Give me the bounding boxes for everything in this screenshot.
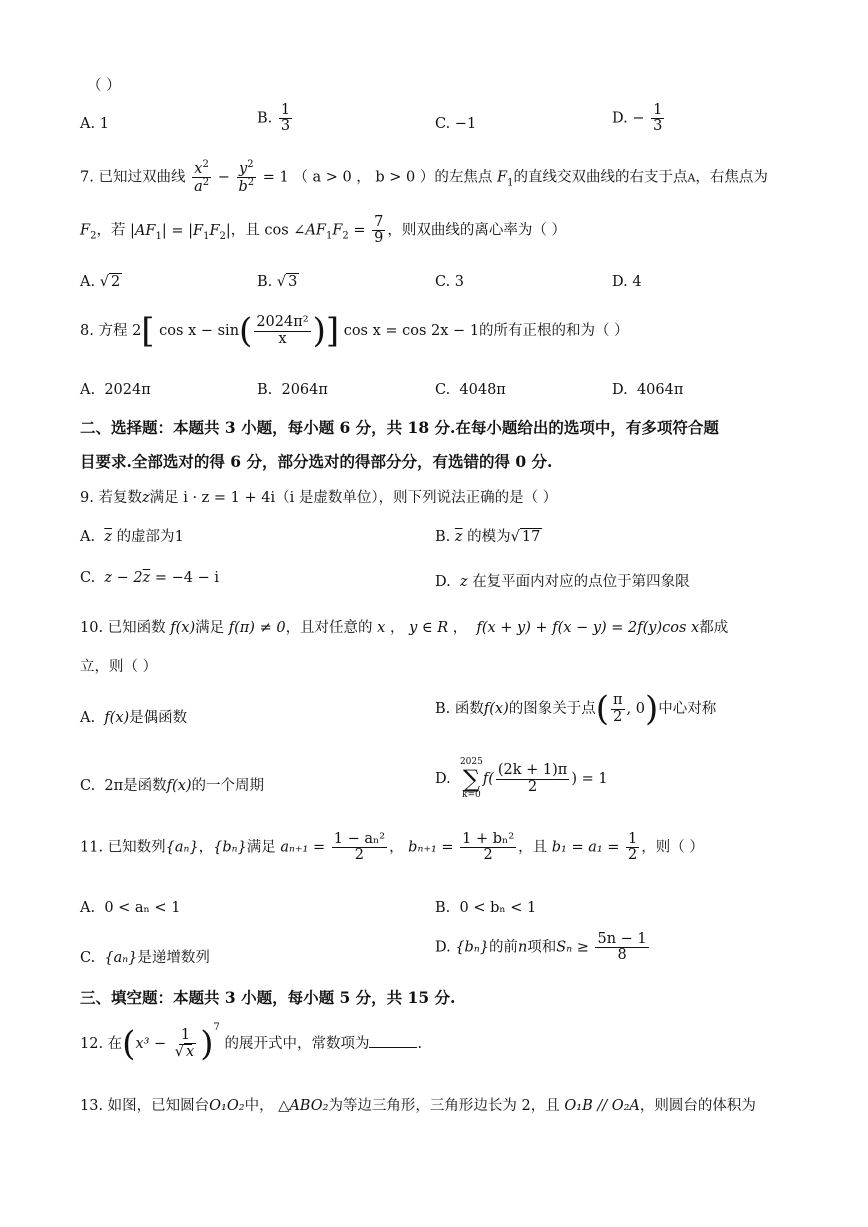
q9-option-b: B. $\overline{z}$ 的模为√ 17 [435,529,541,545]
section2-heading-line2: 目要求.全部选对的得 6 分，部分选对的得部分分，有选错的得 0 分. [80,452,553,471]
section3-heading: 三、填空题：本题共 3 小题，每小题 5 分，共 15 分. [80,988,456,1007]
q7-option-b: B. √ 3 [257,274,298,290]
q10-option-d: D. 2025 ∑ k=0 f( $\frac{(2k + 1)\pi}{2}$ ) = 1 [435,757,608,800]
point-a-label: A [687,171,696,185]
q10-option-a: A. f(x)是偶函数 [80,710,188,726]
answer-blank [369,1033,417,1048]
q6-option-b: B. $\frac{1}{3}$ [257,102,291,135]
q7-option-c: C. 3 [435,274,465,290]
q8-stem: 8. 方程 2[ cos x − sin( $\frac{\text{2024π²}}{x}$ )] cos x = cos 2x − 1的所有正根的和为（ ） [80,311,629,351]
q7-option-a: A. √ 2 [80,274,121,290]
q10-option-b: B. 函数f(x)的图象关于点( $\frac{\pi}{2}$ , 0)中心对称 [435,689,717,729]
q8-option-d: D. 4064π [612,382,684,398]
q8-option-c: C. 4048π [435,382,506,398]
q10-stem-line2: 立，则（ ） [80,659,158,675]
q6-option-d: D. − $\frac{1}{3}$ [612,102,663,135]
q8-option-b: B. 2064π [257,382,328,398]
q6-answer-paren: （ ） [87,78,121,94]
q8-option-a: A. 2024π [80,382,151,398]
q11-option-b: B. 0 < bₙ < 1 [435,900,537,916]
q7-stem-line1: 7. 已知过双曲线 $\frac{x^2}{a^2}$ − $\frac{y^2}{b^2}$ = 1 （ a > 0 ， b > 0 ）的左焦点 $F_1$的直线交双曲线的右支于点A，右焦点为 [80,159,768,195]
q9-option-a: A. $\overline{z}$ 的虚部为1 [80,529,184,545]
section2-heading-line1: 二、选择题：本题共 3 小题，每小题 6 分，共 18 分.在每小题给出的选项中，有多项符合题 [80,418,719,437]
q7-stem-line2: $F_2$，若 $|AF_1| = |F_1F_2|$，且 $\cos \angle AF_1F_2$ = $\frac{7}{9}$ ，则双曲线的离心率为（ ） [80,214,567,247]
q9-option-d: D. z 在复平面内对应的点位于第四象限 [435,574,690,590]
q13-stem: 13. 如图，已知圆台O₁O₂中， △ABO₂为等边三角形，三角形边长为 2，且 O₁B // O₂A，则圆台的体积为 [80,1098,756,1114]
q11-option-a: A. 0 < aₙ < 1 [80,900,181,916]
q9-stem: 9. 若复数z满足 i · z = 1 + 4i（i 是虚数单位），则下列说法正确的是（ ） [80,490,558,506]
q10-option-c: C. 2π是函数f(x)的一个周期 [80,778,265,794]
q11-option-d: D. {bₙ}的前n项和Sₙ ≥ $\frac{5n - 1}{8}$ [435,931,647,964]
q11-stem: 11. 已知数列{aₙ}，{bₙ}满足 aₙ₊₁ = $\frac{\text{1 − aₙ²}}{2}$ ， bₙ₊₁ = $\frac{\text{1 + bₙ²}}{2}$ ，且 b₁ = a₁ = $\frac{1}{2}$ ，则（ ） [80,831,704,864]
q7-option-d: D. 4 [612,274,642,290]
q12-stem: 12. 在(x³ − $\frac{1}{√ x}$ )$^7$ 的展开式中，常数项为 . [80,1022,423,1064]
q9-option-c: C. $z - 2\overline{z} = -4 - i$ [80,570,220,586]
q11-option-c: C. {aₙ}是递增数列 [80,950,210,966]
q6-option-c: C. −1 [435,116,477,132]
q10-stem-line1: 10. 已知函数 f(x)满足 f(π) ≠ 0，且对任意的 x ， y ∈ R ， f(x + y) + f(x − y) = 2f(y)cos x都成 [80,620,729,636]
q6-option-a: A. 1 [80,116,109,132]
